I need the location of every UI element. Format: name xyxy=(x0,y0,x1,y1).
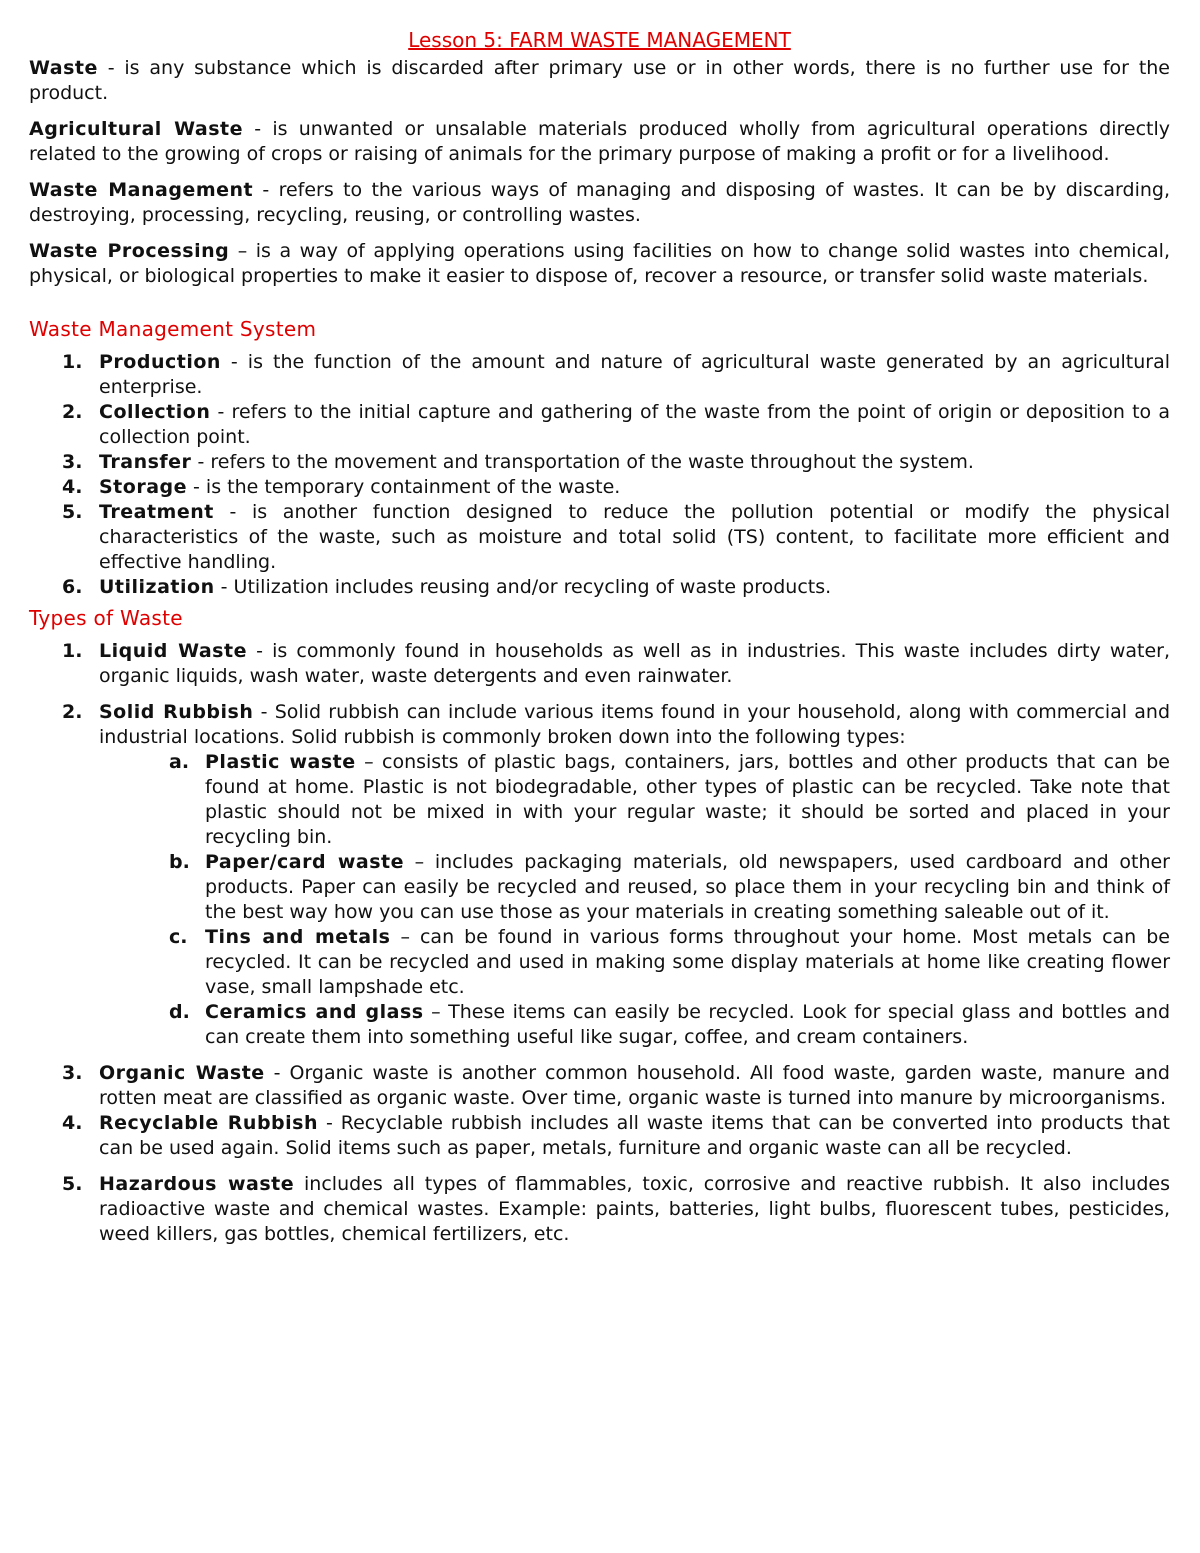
list-item-text: - refers to the movement and transportation of the waste throughout the system. xyxy=(191,451,974,473)
definition-term: Waste xyxy=(29,57,98,79)
page-title: Lesson 5: FARM WASTE MANAGEMENT xyxy=(408,28,791,52)
list-item xyxy=(29,475,1170,500)
list-item-term: Storage xyxy=(99,476,187,498)
list-item-hazardous-waste xyxy=(29,1172,1170,1247)
list-item-recyclable-rubbish xyxy=(29,1111,1170,1161)
list-item xyxy=(29,450,1170,475)
sublist-item-term: Ceramics and glass xyxy=(205,1001,424,1023)
list-marker: 5. xyxy=(62,1173,83,1195)
sublist-item-term: Paper/card waste xyxy=(205,851,404,873)
list-item xyxy=(29,500,1170,575)
sublist-marker: c. xyxy=(169,926,188,948)
list-marker: 1. xyxy=(62,640,83,662)
list-marker: 2. xyxy=(62,401,83,423)
list-item xyxy=(29,400,1170,450)
list-marker: 1. xyxy=(62,351,83,373)
list-marker: 2. xyxy=(62,701,83,723)
list-marker: 4. xyxy=(62,476,83,498)
definition-waste-management xyxy=(29,178,1170,228)
section-heading-types-of-waste: Types of Waste xyxy=(29,606,183,630)
list-marker: 4. xyxy=(62,1112,83,1134)
sublist-item-tins-and-metals xyxy=(29,925,1170,1000)
list-item-term: Utilization xyxy=(99,576,215,598)
definition-waste-processing xyxy=(29,239,1170,289)
sublist-marker: b. xyxy=(169,851,190,873)
list-item xyxy=(29,350,1170,400)
list-item-text: - is the function of the amount and nature of agricultural waste generated by an agricultural enterprise. xyxy=(99,351,1170,398)
definition-text: - is any substance which is discarded after primary use or in other words, there is no further use for the product. xyxy=(29,57,1170,104)
sublist-item-plastic-waste xyxy=(29,750,1170,850)
sublist-item-term: Tins and metals xyxy=(205,926,391,948)
list-marker: 3. xyxy=(62,1062,83,1084)
sublist-item-text: – consists of plastic bags, containers, jars, bottles and other products that can be found at home. Plastic is not biodegradable, other types of plastic can be recycled. Take note that plastic should not be mixed in with your regular waste; it should be sorted and placed in your recycling bin. xyxy=(205,751,1170,848)
list-item-text: - Utilization includes reusing and/or recycling of waste products. xyxy=(214,576,832,598)
solid-rubbish-sublist xyxy=(29,750,1170,1050)
list-item-text: - is the temporary containment of the waste. xyxy=(187,476,621,498)
sublist-item-text: – includes packaging materials, old newspapers, used cardboard and other products. Paper can easily be recycled and reused, so place them in your recycling bin and think of the best way how you can use those as your materials in creating something saleable out of it. xyxy=(205,851,1170,923)
list-item-term: Solid Rubbish xyxy=(99,701,254,723)
list-marker: 6. xyxy=(62,576,83,598)
definition-waste xyxy=(29,56,1170,106)
list-item-text: includes all types of flammables, toxic, corrosive and reactive rubbish. It also includes radioactive waste and chemical wastes. Example: paints, batteries, light bulbs, fluorescent tubes, pesticides, weed killers, gas bottles, chemical fertilizers, etc. xyxy=(99,1173,1170,1245)
list-item-text: - Recyclable rubbish includes all waste items that can be converted into products that can be used again. Solid items such as paper, metals, furniture and organic waste can all be recycled. xyxy=(99,1112,1170,1159)
sublist-item-text: – can be found in various forms throughout your home. Most metals can be recycled. It can be recycled and used in making some display materials at home like creating flower vase, small lampshade etc. xyxy=(205,926,1170,998)
types-of-waste-list xyxy=(29,639,1170,1247)
definition-text: - refers to the various ways of managing and disposing of wastes. It can be by discarding, destroying, processing, recycling, reusing, or controlling wastes. xyxy=(29,179,1170,226)
definition-text: – is a way of applying operations using facilities on how to change solid wastes into chemical, physical, or biological properties to make it easier to dispose of, recover a resource, or transfer solid waste materials. xyxy=(29,240,1170,287)
list-item-text: - is commonly found in households as well as in industries. This waste includes dirty water, organic liquids, wash water, waste detergents and even rainwater. xyxy=(99,640,1171,687)
list-item xyxy=(29,575,1170,600)
list-item-text: - Solid rubbish can include various items found in your household, along with commercial and industrial locations. Solid rubbish is commonly broken down into the following types: xyxy=(99,701,1170,748)
list-item-term: Collection xyxy=(99,401,211,423)
definition-term: Waste Processing xyxy=(29,240,230,262)
list-item-term: Recyclable Rubbish xyxy=(99,1112,318,1134)
list-item-organic-waste xyxy=(29,1061,1170,1111)
list-item-text: - refers to the initial capture and gathering of the waste from the point of origin or deposition to a collection point. xyxy=(99,401,1170,448)
definition-term: Agricultural Waste xyxy=(29,118,243,140)
list-item-term: Transfer xyxy=(99,451,192,473)
definition-text: - is unwanted or unsalable materials produced wholly from agricultural operations directly related to the growing of crops or raising of animals for the primary purpose of making a profit or for a livelihood. xyxy=(29,118,1170,165)
list-item-liquid-waste xyxy=(29,639,1170,689)
sublist-item-term: Plastic waste xyxy=(205,751,356,773)
list-item-solid-rubbish xyxy=(29,700,1170,1050)
list-marker: 5. xyxy=(62,501,83,523)
list-item-term: Hazardous waste xyxy=(99,1173,295,1195)
list-item-term: Liquid Waste xyxy=(99,640,247,662)
list-item-term: Treatment xyxy=(99,501,214,523)
list-marker: 3. xyxy=(62,451,83,473)
list-item-term: Organic Waste xyxy=(99,1062,265,1084)
list-item-text: - Organic waste is another common household. All food waste, garden waste, manure and rotten meat are classified as organic waste. Over time, organic waste is turned into manure by microorganisms. xyxy=(99,1062,1170,1109)
section-heading-waste-management-system: Waste Management System xyxy=(29,317,317,341)
list-item-text: - is another function designed to reduce the pollution potential or modify the physical characteristics of the waste, such as moisture and total solid (TS) content, to facilitate more efficient and effective handling. xyxy=(99,501,1170,573)
sublist-item-text: – These items can easily be recycled. Look for special glass and bottles and can create them into something useful like sugar, coffee, and cream containers. xyxy=(205,1001,1171,1048)
definition-term: Waste Management xyxy=(29,179,254,201)
waste-management-system-list xyxy=(29,350,1170,600)
list-item-term: Production xyxy=(99,351,221,373)
sublist-marker: d. xyxy=(169,1001,190,1023)
sublist-item-paper-card-waste xyxy=(29,850,1170,925)
sublist-marker: a. xyxy=(169,751,190,773)
definition-agricultural-waste xyxy=(29,117,1170,167)
sublist-item-ceramics-and-glass xyxy=(29,1000,1170,1050)
